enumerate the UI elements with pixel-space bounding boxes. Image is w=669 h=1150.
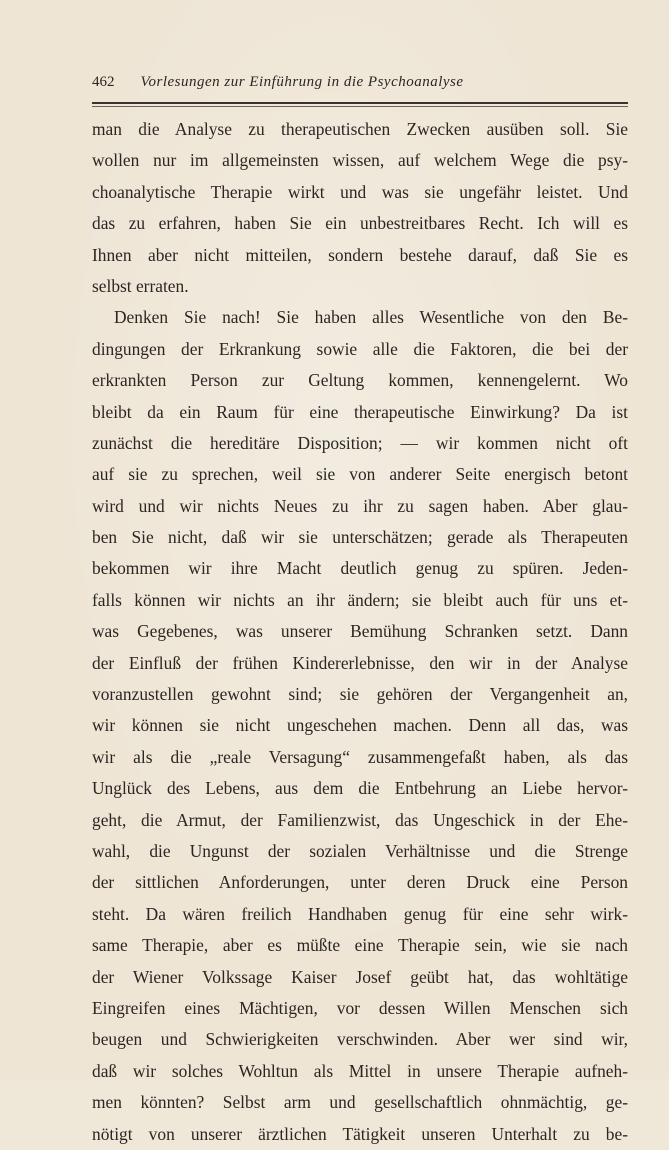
- text-line: beugen und Schwierigkeiten verschwinden. Aber wer sind wir,: [92, 1029, 628, 1050]
- text-line: selbst erraten.: [92, 275, 189, 296]
- header-rule-thin: [92, 106, 628, 107]
- text-line: wollen nur im allgemeinsten wissen, auf welchem Wege die psy-: [92, 150, 628, 171]
- body-text: [92, 114, 628, 1150]
- text-line: der sittlichen Anforderungen, unter deren Druck eine Person: [92, 872, 628, 893]
- text-line: Eingreifen eines Mächtigen, vor dessen Willen Menschen sich: [92, 997, 628, 1018]
- text-line: erkrankten Person zur Geltung kommen, kennengelernt. Wo: [92, 370, 628, 391]
- header-rule: [92, 102, 628, 104]
- text-line: voranzustellen gewohnt sind; sie gehören der Vergangenheit an,: [92, 684, 628, 705]
- running-header: [92, 74, 628, 104]
- text-line: man die Analyse zu therapeutischen Zwecken ausüben soll. Sie: [92, 119, 628, 139]
- text-line: ben Sie nicht, daß wir sie unterschätzen; gerade als Therapeuten: [92, 527, 628, 548]
- page-number: 462: [92, 74, 115, 90]
- text-line: Ihnen aber nicht mitteilen, sondern bestehe darauf, daß Sie es: [92, 244, 628, 265]
- text-line: nötigt von unserer ärztlichen Tätigkeit unseren Unterhalt zu be-: [92, 1123, 628, 1144]
- text-line: wird und wir nichts Neues zu ihr zu sagen haben. Aber glau-: [92, 495, 628, 516]
- text-line: geht, die Armut, der Familienzwist, das Ungeschick in der Ehe-: [92, 809, 628, 830]
- text-line: choanalytische Therapie wirkt und was sie ungefähr leistet. Und: [92, 181, 628, 202]
- text-line: bleibt da ein Raum für eine therapeutische Einwirkung? Da ist: [92, 401, 628, 422]
- text-line: auf sie zu sprechen, weil sie von anderer Seite energisch betont: [92, 464, 628, 485]
- text-line: das zu erfahren, haben Sie ein unbestreitbares Recht. Ich will es: [92, 213, 628, 234]
- text-line: same Therapie, aber es müßte eine Therapie sein, wie sie nach: [92, 935, 628, 956]
- text-line: Denken Sie nach! Sie haben alles Wesentliche von den Be-: [114, 307, 628, 328]
- text-line: falls können wir nichts an ihr ändern; sie bleibt auch für uns et-: [92, 589, 628, 610]
- text-line: steht. Da wären freilich Handhaben genug für eine sehr wirk-: [92, 903, 628, 924]
- text-line: wahl, die Ungunst der sozialen Verhältnisse und die Strenge: [92, 840, 628, 861]
- running-title: Vorlesungen zur Einführung in die Psychoanalyse: [140, 74, 464, 90]
- text-line: der Einfluß der frühen Kindererlebnisse, den wir in der Analyse: [92, 652, 628, 673]
- text-line: was Gegebenes, was unserer Bemühung Schranken setzt. Dann: [92, 621, 628, 642]
- text-line: wir als die „reale Versagung“ zusammengefaßt haben, als das: [92, 746, 628, 767]
- text-line: daß wir solches Wohltun als Mittel in unsere Therapie aufneh-: [92, 1060, 628, 1081]
- text-line: men könnten? Selbst arm und gesellschaftlich ohnmächtig, ge-: [92, 1092, 628, 1113]
- text-line: zunächst die hereditäre Disposition; — wir kommen nicht oft: [92, 432, 628, 453]
- text-line: wir können sie nicht ungeschehen machen. Denn all das, was: [92, 715, 628, 736]
- text-line: dingungen der Erkrankung sowie alle die Faktoren, die bei der: [92, 338, 628, 359]
- text-line: der Wiener Volkssage Kaiser Josef geübt hat, das wohltätige: [92, 966, 628, 987]
- text-line: bekommen wir ihre Macht deutlich genug zu spüren. Jeden-: [92, 558, 628, 579]
- text-line: Unglück des Lebens, aus dem die Entbehrung an Liebe hervor-: [92, 778, 628, 799]
